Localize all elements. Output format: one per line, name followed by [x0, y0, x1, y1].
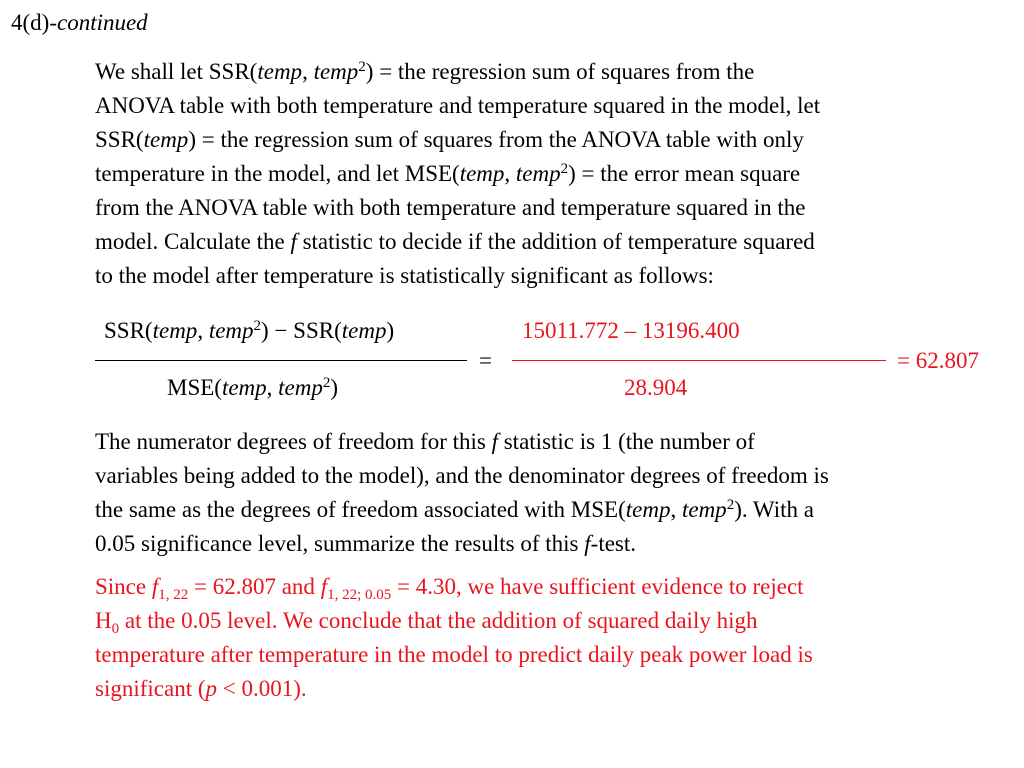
intro-line-3: SSR(temp) = the regression sum of squares from the ANOVA table with only: [95, 127, 804, 152]
question-line-4: 0.05 significance level, summarize the results of this f-test.: [95, 531, 637, 556]
intro-line-6: model. Calculate the f statistic to decide if the addition of temperature squared: [95, 229, 815, 254]
intro-paragraph: [95, 55, 1015, 293]
answer-line-2: $H_0$ at the 0.05 level. We conclude that the addition of squared daily high: [95, 608, 758, 637]
heading-suffix: continued: [56, 10, 148, 35]
heading-prefix: 4(d)-: [11, 10, 57, 35]
intro-line-1: We shall let SSR(temp, temp$^2$) = the regression sum of squares from the: [95, 59, 755, 84]
intro-line-2: ANOVA table with both temperature and temperature squared in the model, let: [95, 93, 821, 118]
answer-line-3: temperature after temperature in the model to predict daily peak power load is: [95, 642, 813, 667]
formula-fraction-bar: [95, 360, 467, 361]
intro-line-7: to the model after temperature is statistically significant as follows:: [95, 263, 714, 288]
value-denominator: 28.904: [624, 375, 688, 400]
formula-denominator: MSE(temp, temp$^2$): [167, 375, 339, 400]
equals-sign: =: [479, 348, 492, 373]
intro-line-4: temperature in the model, and let MSE(temp, temp$^2$) = the error mean square: [95, 161, 801, 186]
f-statistic-result: = 62.807: [897, 348, 979, 373]
question-line-1: The numerator degrees of freedom for this f statistic is 1 (the number of: [95, 429, 755, 454]
value-numerator: 15011.772 – 13196.400: [522, 318, 740, 343]
section-heading: [11, 8, 148, 38]
intro-line-5: from the ANOVA table with both temperature and temperature squared in the: [95, 195, 806, 220]
value-fraction-bar: [512, 360, 886, 361]
formula-numerator: SSR(temp, temp$^2$) − SSR(temp): [104, 318, 395, 343]
question-line-3: the same as the degrees of freedom associated with MSE(temp, temp$^2$). With a: [95, 497, 814, 522]
question-line-2: variables being added to the model), and the denominator degrees of freedom is: [95, 463, 829, 488]
answer-paragraph: [95, 570, 1015, 706]
answer-line-1: Since $f_{1, 22} = 62.807$ and $f_{1, 22; 0.05} = 4.30$, we have sufficient evidence to reject: [95, 574, 804, 603]
question-paragraph: [95, 425, 1015, 561]
answer-line-4: significant (p < 0.001).: [95, 676, 307, 701]
